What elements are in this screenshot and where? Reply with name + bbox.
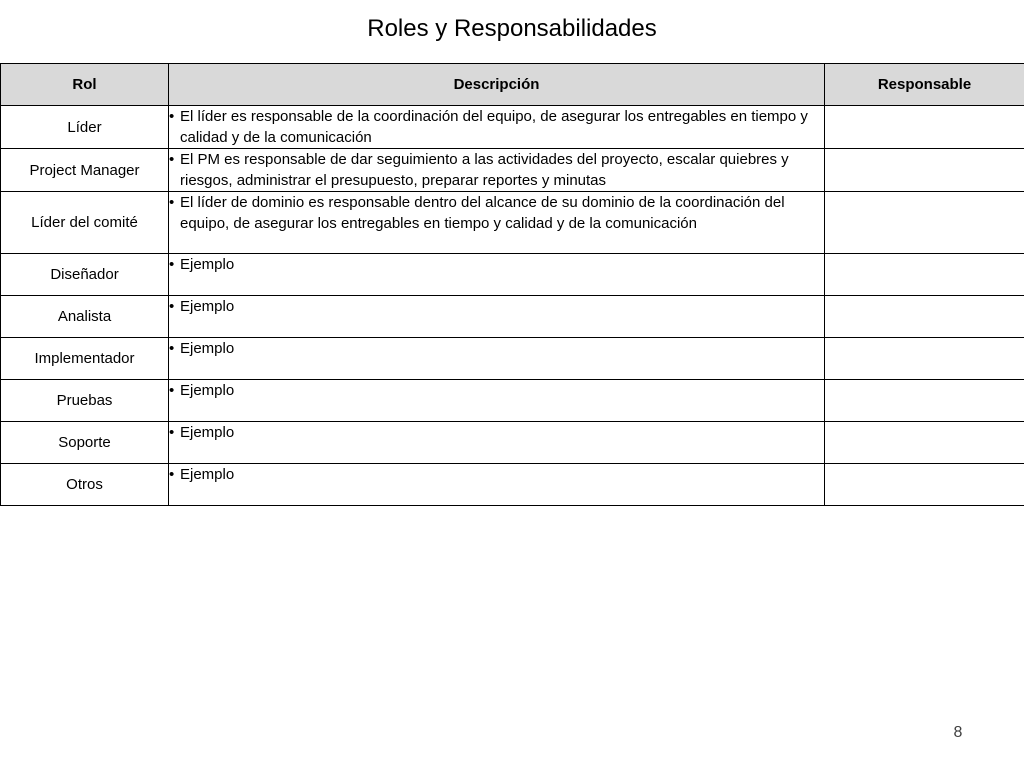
descripcion-text: El PM es responsable de dar seguimiento a las actividades del proyecto, escalar quiebres y riesgos, administrar el presupuesto, preparar reportes y minutas [180,151,789,189]
table-row [1,149,1024,192]
bullet-icon: • [169,256,175,273]
responsable-cell[interactable] [825,254,1024,296]
rol-cell: Diseñador [1,254,169,296]
page-number: 8 [953,724,963,741]
descripcion-cell [169,149,825,192]
rol-cell: Soporte [1,422,169,464]
table-row [1,338,1024,380]
responsable-cell[interactable] [825,149,1024,192]
descripcion-cell [169,296,825,338]
rol-cell: Pruebas [1,380,169,422]
responsable-cell[interactable] [825,296,1024,338]
table-row [1,192,1024,254]
responsable-cell[interactable] [825,338,1024,380]
descripcion-text: Ejemplo [180,424,235,441]
header-responsable: Responsable [825,64,1024,106]
rol-cell: Otros [1,464,169,506]
header-descripcion: Descripción [169,64,825,106]
bullet-icon: • [169,194,175,211]
table-row [1,464,1024,506]
table-row [1,380,1024,422]
descripcion-cell [169,254,825,296]
bullet-icon: • [169,424,175,441]
descripcion-cell [169,192,825,254]
descripcion-text: Ejemplo [180,340,235,357]
responsable-cell[interactable] [825,464,1024,506]
descripcion-text: Ejemplo [180,466,235,483]
descripcion-text: El líder de dominio es responsable dentro del alcance de su dominio de la coordinación del equipo, de asegurar los entregables en tiempo y calidad y de la comunicación [180,194,785,232]
descripcion-cell [169,464,825,506]
descripcion-cell [169,338,825,380]
bullet-icon: • [169,151,175,168]
rol-cell: Implementador [1,338,169,380]
table-header-row [1,64,1024,106]
header-rol: Rol [1,64,169,106]
descripcion-text: El líder es responsable de la coordinación del equipo, de asegurar los entregables en tiempo y calidad y de la comunicación [180,108,808,146]
descripcion-text: Ejemplo [180,382,235,399]
rol-cell: Líder [1,106,169,149]
rol-cell: Líder del comité [1,192,169,254]
bullet-icon: • [169,108,175,125]
responsable-cell[interactable] [825,380,1024,422]
table-row [1,296,1024,338]
descripcion-text: Ejemplo [180,298,235,315]
responsable-cell[interactable] [825,422,1024,464]
table-row [1,422,1024,464]
table-row [1,106,1024,149]
descripcion-cell [169,422,825,464]
bullet-icon: • [169,382,175,399]
slide-title: Roles y Responsabilidades [367,15,657,42]
responsable-cell[interactable] [825,106,1024,149]
table-row [1,254,1024,296]
rol-cell: Project Manager [1,149,169,192]
bullet-icon: • [169,340,175,357]
bullet-icon: • [169,298,175,315]
bullet-icon: • [169,466,175,483]
responsable-cell[interactable] [825,192,1024,254]
descripcion-cell [169,106,825,149]
descripcion-cell [169,380,825,422]
rol-cell: Analista [1,296,169,338]
roles-table [0,63,1024,506]
descripcion-text: Ejemplo [180,256,235,273]
